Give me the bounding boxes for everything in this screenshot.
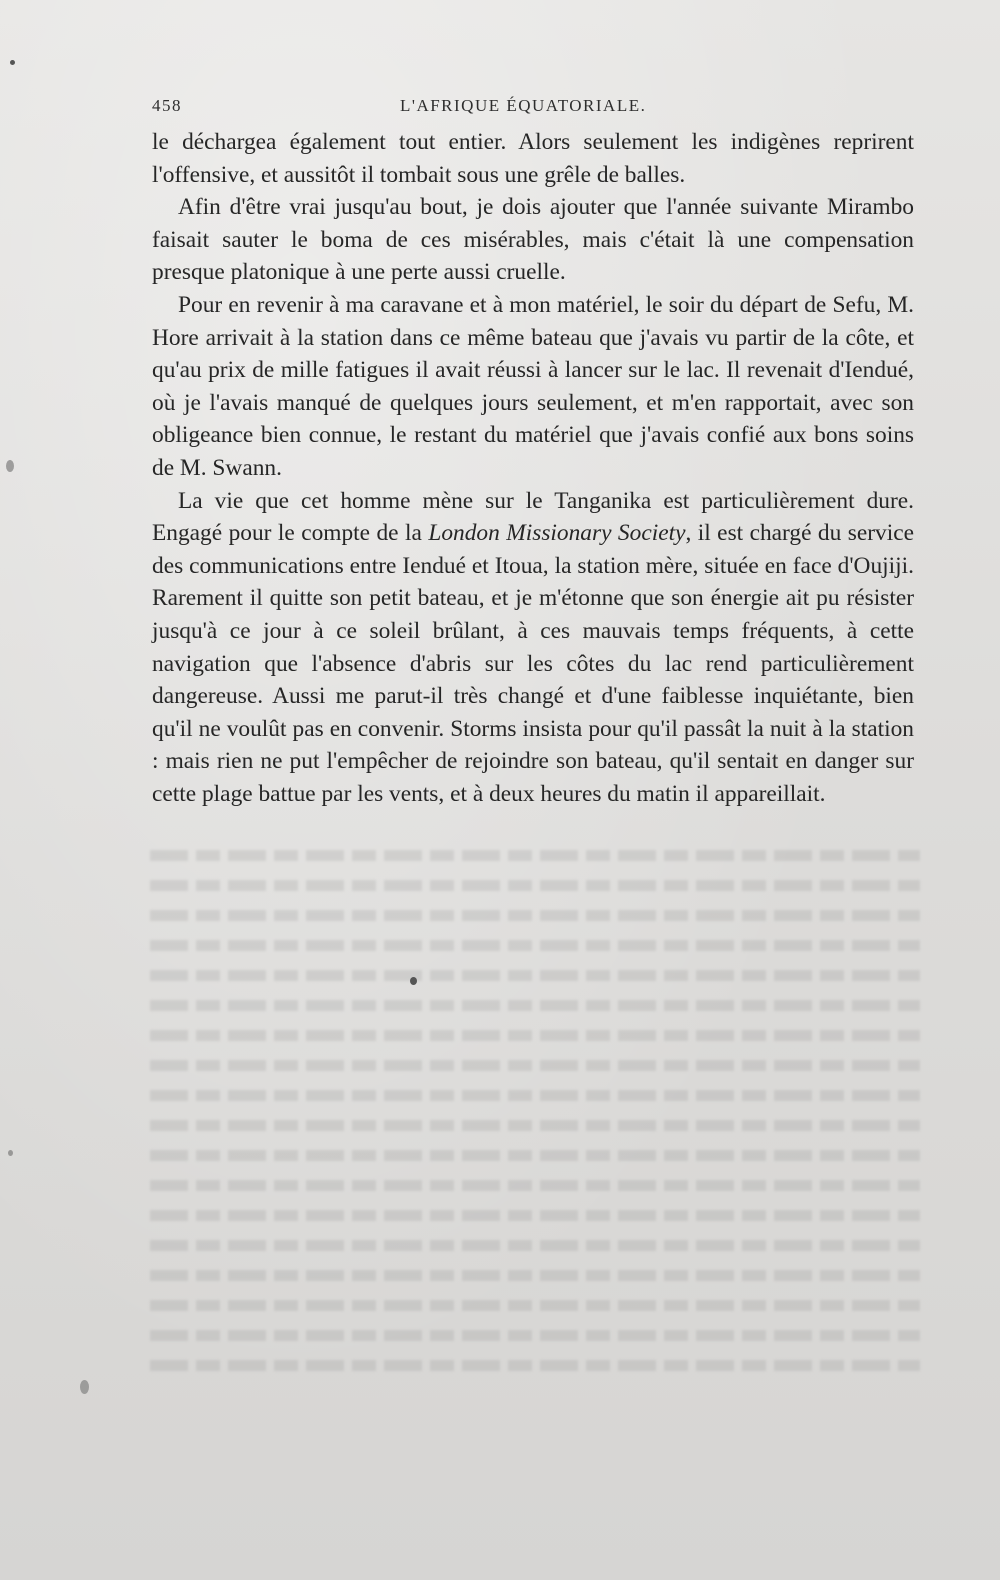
paragraph-1: le déchargea également tout entier. Alors seulement les indigènes reprirent l'offensive, et aussitôt il tombait sous une grêle de balles.	[152, 129, 914, 188]
ink-speck	[80, 1380, 89, 1394]
paragraph-4-text-b: , il est chargé du service des communications entre Iendué et Itoua, la station mère, située en face d'Oujiji. Rarement il quitte son petit bateau, et je m'étonne que son énergie ait pu résister jusqu'à ce jour à ce soleil brûlant, à ces mauvais temps fréquents, à cette navigation que l'absence d'abris sur les côtes du lac rend particulièrement dangereuse. Aussi me parut-il très changé et d'une faiblesse inquiétante, bien qu'il ne voulût pas en convenir. Storms insista pour qu'il passât la nuit à la station : mais rien ne put l'empêcher de rejoindre son bateau, qu'il sentait en danger sur cette plage battue par les vents, et à deux heures du matin il appareillait.	[152, 520, 914, 807]
paragraph-2: Afin d'être vrai jusqu'au bout, je dois ajouter que l'année suivante Mirambo faisait sauter le boma de ces misérables, mais c'était là une compensation presque platonique à une perte aussi cruelle.	[152, 194, 914, 286]
paragraph-4	[152, 485, 914, 811]
paragraph-4-text-a: La vie que cet homme mène sur le Tanganika est particulièrement dure. Engagé pour le compte de la	[152, 487, 914, 547]
ink-speck	[8, 1150, 13, 1156]
body-text	[152, 126, 914, 810]
ink-speck	[6, 460, 14, 472]
society-name: London Missionary Society	[428, 520, 686, 547]
ink-speck	[10, 60, 15, 65]
page-number: 458	[152, 96, 182, 115]
ink-speck	[410, 977, 417, 985]
paragraph-3: Pour en revenir à ma caravane et à mon matériel, le soir du départ de Sefu, M. Hore arrivait à la station dans ce même bateau que j'avais vu partir de la côte, et qu'au prix de mille fatigues il avait réussi à lancer sur le lac. Il revenait d'Iendué, où je l'avais manqué de quelques jours seulement, et m'en rapportait, avec son obligeance bien connue, le restant du matériel que j'avais confié aux bons soins de M. Swann.	[152, 291, 914, 481]
bleed-through-texture	[150, 850, 920, 1410]
page-header	[152, 96, 914, 120]
running-title: L'AFRIQUE ÉQUATORIALE.	[400, 96, 647, 115]
